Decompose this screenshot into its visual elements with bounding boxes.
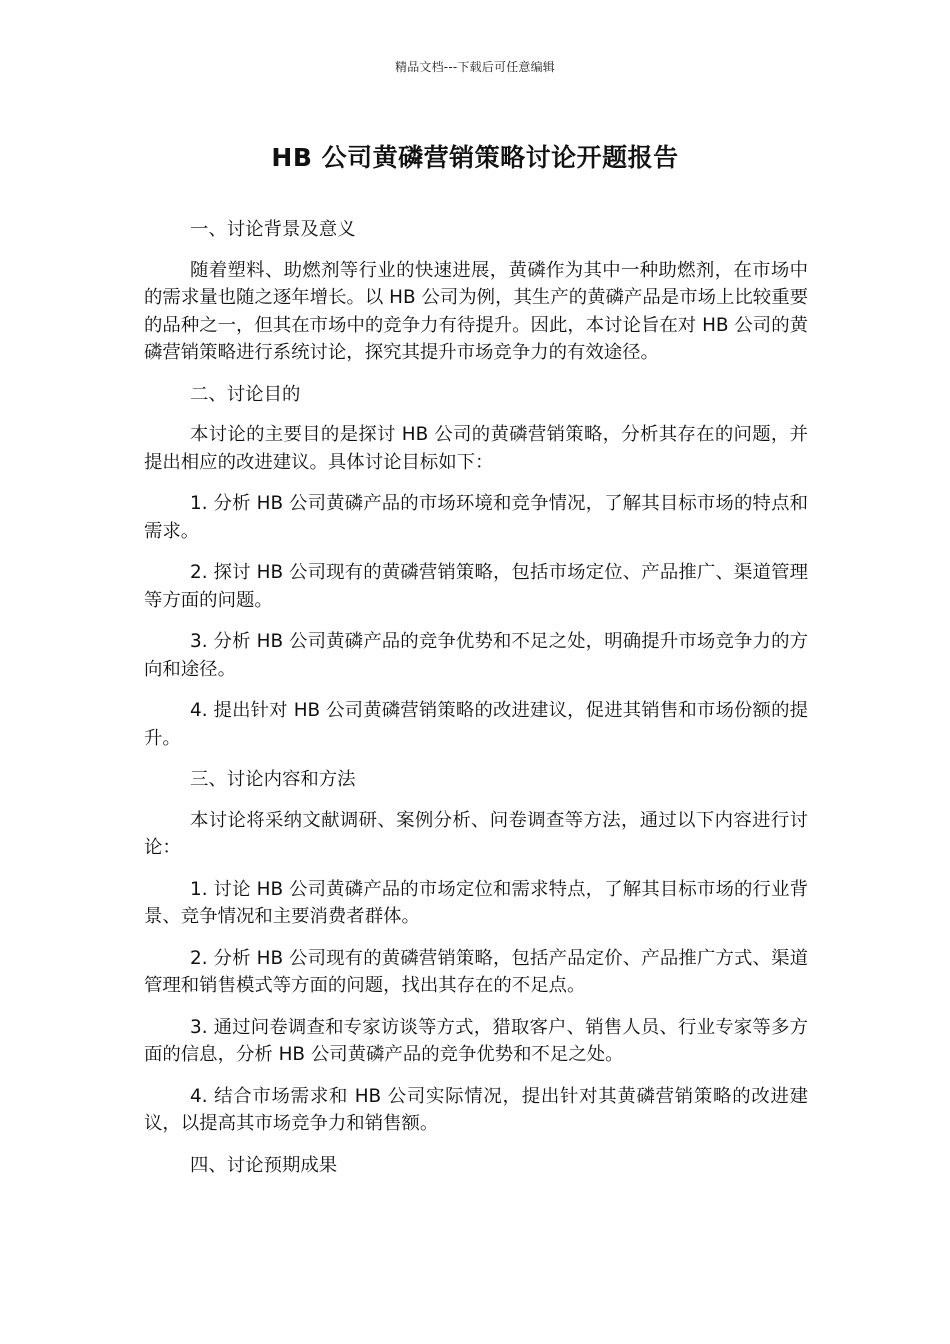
list-item-content-3: 3. 通过问卷调查和专家访谈等方式，猎取客户、销售人员、行业专家等多方面的信息，分析 HB 公司黄磷产品的竞争优势和不足之处。 — [144, 1016, 808, 1065]
list-item-content-2: 2. 分析 HB 公司现有的黄磷营销策略，包括产品定价、产品推广方式、渠道管理和销售模式等方面的问题，找出其存在的不足点。 — [144, 947, 808, 996]
paragraph-purpose: 本讨论的主要目的是探讨 HB 公司的黄磷营销策略，分析其存在的问题，并提出相应的改进建议。具体讨论目标如下： — [144, 424, 808, 473]
section-heading-expected-results: 四、讨论预期成果 — [190, 1154, 338, 1176]
list-item-purpose-1: 1. 分析 HB 公司黄磷产品的市场环境和竞争情况，了解其目标市场的特点和需求。 — [144, 493, 808, 542]
section-heading-purpose: 二、讨论目的 — [190, 383, 301, 405]
list-item-content-4: 4. 结合市场需求和 HB 公司实际情况，提出针对其黄磷营销策略的改进建议，以提高其市场竞争力和销售额。 — [144, 1085, 808, 1134]
list-item-purpose-2: 2. 探讨 HB 公司现有的黄磷营销策略，包括市场定位、产品推广、渠道管理等方面的问题。 — [144, 562, 808, 611]
document-title: HB 公司黄磷营销策略讨论开题报告 — [271, 143, 679, 172]
list-item-purpose-3: 3. 分析 HB 公司黄磷产品的竞争优势和不足之处，明确提升市场竞争力的方向和途径。 — [144, 631, 808, 680]
document-body — [144, 216, 808, 1192]
paragraph-background: 随着塑料、助燃剂等行业的快速进展，黄磷作为其中一种助燃剂，在市场中的需求量也随之逐年增长。以 HB 公司为例，其生产的黄磷产品是市场上比较重要的品种之一，但其在市场中的竞争力有待提升。因此，本讨论旨在对 HB 公司的黄磷营销策略进行系统讨论，探究其提升市场竞争力的有效途径。 — [144, 259, 808, 363]
paragraph-content-method: 本讨论将采纳文献调研、案例分析、问卷调查等方法，通过以下内容进行讨论： — [144, 809, 808, 858]
section-heading-content-method: 三、讨论内容和方法 — [190, 769, 356, 790]
page-header: 精品文档---下载后可任意编辑 — [395, 60, 555, 74]
list-item-content-1: 1. 讨论 HB 公司黄磷产品的市场定位和需求特点，了解其目标市场的行业背景、竞争情况和主要消费者群体。 — [144, 878, 808, 927]
section-heading-background: 一、讨论背景及意义 — [190, 219, 356, 240]
list-item-purpose-4: 4. 提出针对 HB 公司黄磷营销策略的改进建议，促进其销售和市场份额的提升。 — [144, 700, 808, 749]
